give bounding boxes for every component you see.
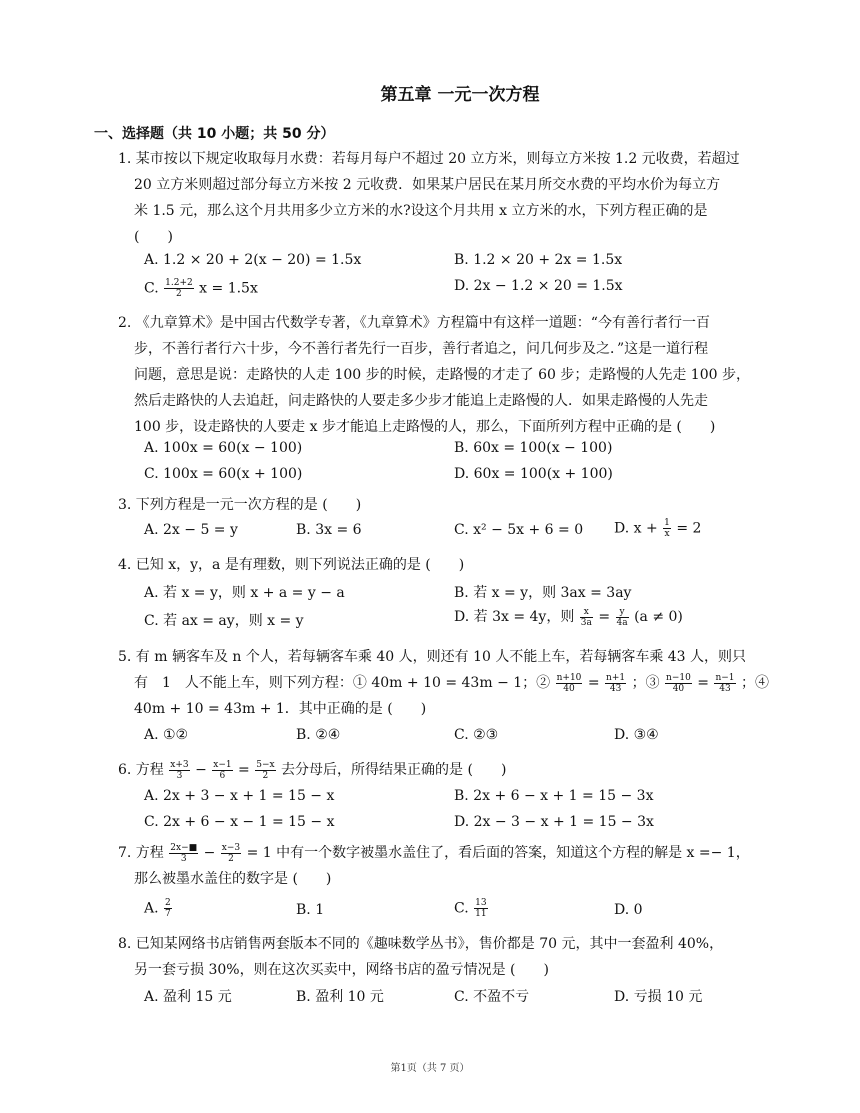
fraction-numerator: 5−x [256, 759, 275, 770]
fraction-denominator: 7 [165, 909, 171, 919]
fraction-denominator: 43 [719, 683, 731, 694]
fraction-numerator: 1 [664, 518, 670, 528]
question-5-line-2-text: 有 1 人不能上车，则下列方程：① 40m + 10 = 43m − 1；② [134, 675, 551, 691]
option-b[interactable]: B. 盈利 10 元 [296, 989, 384, 1005]
equals-sign: = [697, 675, 710, 691]
fraction-denominator: 11 [475, 909, 487, 919]
fraction-denominator: 2 [228, 853, 234, 864]
question-7-text: = 1 中有一个数字被墨水盖住了，看后面的答案，知道这个方程的解是 x =− 1， [246, 845, 750, 861]
option-a[interactable] [144, 898, 173, 919]
option-a[interactable]: A. 若 x = y，则 x + a = y − a [144, 585, 345, 601]
fraction-denominator: 40 [563, 683, 575, 694]
option-c[interactable]: C. 2x + 6 − x − 1 = 15 − x [144, 814, 335, 830]
question-1 [118, 146, 778, 250]
fraction [616, 607, 629, 628]
option-a-label: A. [144, 900, 159, 917]
separator: ；④ [741, 675, 769, 691]
option-d[interactable]: D. 2x − 3 − x + 1 = 15 − 3x [454, 814, 654, 830]
fraction-denominator: 2 [176, 289, 182, 299]
question-6-line-1 [118, 757, 778, 783]
question-2-line-1: 2. 《九章算术》是中国古代数学专著，《九章算术》方程篇中有这样一道题：“今有善行者行一百 [118, 315, 710, 331]
question-1-line-2: 20 立方米则超过部分每立方米按 2 元收费．如果某户居民在某月所交水费的平均水价为每立方 [134, 177, 721, 193]
fraction-denominator: 43 [609, 683, 622, 694]
question-1-line-1: 1. 某市按以下规定收取每月水费：若每月每户不超过 20 立方米，则每立方米按 1.2 元收费，若超过 [118, 151, 740, 167]
fraction-numerator: n−1 [715, 672, 735, 683]
question-5-line-1: 5. 有 m 辆客车及 n 个人，若每辆客车乘 40 人，则还有 10 人不能上车，若每辆客车乘 43 人，则只 [118, 649, 747, 665]
question-3-line-1: 3. 下列方程是一元一次方程的是 ( ) [118, 497, 362, 513]
fraction-denominator: 3 [176, 770, 183, 781]
question-6-label: 6. 方程 [118, 762, 164, 778]
question-8 [118, 931, 778, 983]
option-d[interactable]: D. ③④ [614, 727, 659, 743]
fraction-numerator: 2 [165, 898, 171, 908]
option-d[interactable]: D. 2x − 1.2 × 20 = 1.5x [454, 278, 623, 294]
option-b[interactable]: B. 1 [296, 902, 325, 918]
question-7 [118, 840, 778, 892]
fraction-numerator: x−1 [213, 759, 232, 770]
fraction-numerator: n+10 [556, 672, 582, 683]
fraction-numerator: 13 [475, 898, 487, 908]
option-c[interactable]: C. 不盈不亏 [454, 989, 530, 1005]
fraction [714, 673, 735, 694]
fraction-denominator: 40 [672, 683, 685, 694]
question-6-text: 去分母后，所得结果正确的是 ( ) [281, 762, 507, 778]
fraction-denominator: 3a [580, 617, 592, 628]
question-8-line-1: 8. 已知某网络书店销售两套版本不同的《趣味数学丛书》，售价都是 70 元，其中一套盈利 40%， [118, 936, 724, 952]
question-4-line-1: 4. 已知 x，y，a 是有理数，则下列说法正确的是 ( ) [118, 557, 465, 573]
page-footer: 第1页（共 7 页） [390, 1063, 470, 1074]
fraction [663, 518, 671, 539]
question-2 [118, 310, 778, 440]
section-heading: 一、选择题（共 10 小题；共 50 分） [94, 126, 335, 142]
question-7-line-2: 那么被墨水盖住的数字是 ( ) [134, 871, 332, 887]
option-c[interactable]: C. ②③ [454, 727, 499, 743]
minus-sign: − [195, 762, 207, 778]
fraction-denominator: 3 [180, 853, 187, 864]
fraction [169, 843, 198, 864]
option-a[interactable]: A. 2x − 5 = y [144, 522, 238, 538]
option-d[interactable]: D. 60x = 100(x + 100) [454, 466, 613, 482]
option-a[interactable]: A. 盈利 15 元 [144, 989, 232, 1005]
fraction-denominator: 4a [616, 617, 628, 628]
question-2-line-3: 问题，意思是说：走路快的人走 100 步的时候，走路慢的才走了 60 步；走路慢的人先走 100 步， [134, 367, 750, 383]
fraction [169, 760, 189, 781]
fraction [665, 673, 692, 694]
option-b[interactable]: B. 1.2 × 20 + 2x = 1.5x [454, 252, 623, 268]
fraction [212, 760, 232, 781]
fraction [605, 673, 626, 694]
chapter-title: 第五章 一元一次方程 [380, 85, 540, 105]
question-7-line-1 [118, 840, 778, 866]
option-b[interactable]: B. 若 x = y，则 3ax = 3ay [454, 585, 632, 601]
option-d[interactable]: D. 0 [614, 902, 643, 918]
fraction-numerator: x [580, 607, 593, 618]
question-8-line-2: 另一套亏损 30%，则在这次买卖中，网络书店的盈亏情况是 ( ) [134, 962, 549, 978]
question-5-line-3: 40m + 10 = 43m + 1．其中正确的是 ( ) [134, 701, 427, 717]
fraction-numerator: x+3 [170, 759, 189, 770]
fraction [580, 607, 593, 628]
option-d-label: D. x + [614, 520, 658, 537]
question-1-line-3: 米 1.5 元，那么这个月共用多少立方米的水?设这个月共用 x 立方米的水，下列方程正确的是 [134, 203, 708, 219]
option-d[interactable] [614, 518, 701, 539]
option-a[interactable]: A. 100x = 60(x − 100) [144, 440, 303, 456]
fraction [164, 898, 172, 919]
fraction [221, 843, 241, 864]
option-a[interactable]: A. ①② [144, 727, 189, 743]
fraction [255, 760, 275, 781]
equals-sign: = [587, 675, 600, 691]
option-c[interactable]: C. x² − 5x + 6 = 0 [454, 522, 584, 538]
option-c-rest: x = 1.5x [199, 280, 258, 297]
question-4 [118, 552, 778, 578]
question-2-line-2: 步，不善行者行六十步，今不善行者先行一百步，善行者追之，问几何步及之．”这是一道行程 [134, 341, 709, 357]
option-d[interactable] [454, 606, 683, 628]
fraction [474, 898, 487, 919]
question-5-line-2 [118, 670, 778, 696]
fraction-numerator: 2x−■ [170, 842, 198, 853]
option-c[interactable]: C. 100x = 60(x + 100) [144, 466, 303, 482]
option-b[interactable]: B. 3x = 6 [296, 522, 362, 538]
question-2-line-4: 然后走路快的人去追赶，问走路快的人要走多少步才能追上走路慢的人．如果走路慢的人先走 [134, 393, 708, 409]
option-c[interactable] [454, 898, 489, 919]
fraction-numerator: x−3 [221, 842, 241, 853]
question-7-label: 7. 方程 [118, 845, 164, 861]
option-c[interactable]: C. 若 ax = ay，则 x = y [144, 613, 304, 629]
option-b[interactable]: B. ②④ [296, 727, 341, 743]
equals-sign: = [238, 762, 250, 778]
question-5 [118, 644, 778, 722]
fraction-denominator: 2 [262, 770, 269, 781]
option-d-label: D. 若 3x = 4y，则 [454, 609, 575, 625]
equals-sign: = [598, 609, 611, 625]
question-1-line-4: ( ) [134, 229, 173, 245]
option-d-rest: = 2 [676, 520, 702, 537]
option-d-rest: (a ≠ 0) [634, 609, 683, 625]
minus-sign: − [203, 845, 216, 861]
question-3 [118, 492, 778, 518]
fraction-numerator: 1.2+2 [165, 278, 193, 288]
fraction-denominator: 6 [219, 770, 226, 781]
fraction-numerator: n+1 [606, 672, 626, 683]
option-a[interactable]: A. 1.2 × 20 + 2(x − 20) = 1.5x [144, 252, 362, 268]
separator: ；③ [631, 675, 660, 691]
question-2-line-5: 100 步，设走路快的人要走 x 步才能追上走路慢的人，那么，下面所列方程中正确的是 ( ) [134, 419, 716, 435]
option-c[interactable] [144, 278, 258, 299]
fraction-numerator: y [616, 607, 629, 618]
option-a[interactable]: A. 2x + 3 − x + 1 = 15 − x [144, 788, 335, 804]
question-6 [118, 757, 778, 783]
option-d[interactable]: D. 亏损 10 元 [614, 989, 703, 1005]
fraction [164, 278, 194, 299]
fraction [556, 673, 583, 694]
option-c-label: C. [144, 280, 159, 297]
option-c-label: C. [454, 900, 469, 917]
fraction-numerator: n−10 [666, 672, 691, 683]
fraction-denominator: x [664, 529, 670, 539]
option-b[interactable]: B. 60x = 100(x − 100) [454, 440, 613, 456]
option-b[interactable]: B. 2x + 6 − x + 1 = 15 − 3x [454, 788, 654, 804]
